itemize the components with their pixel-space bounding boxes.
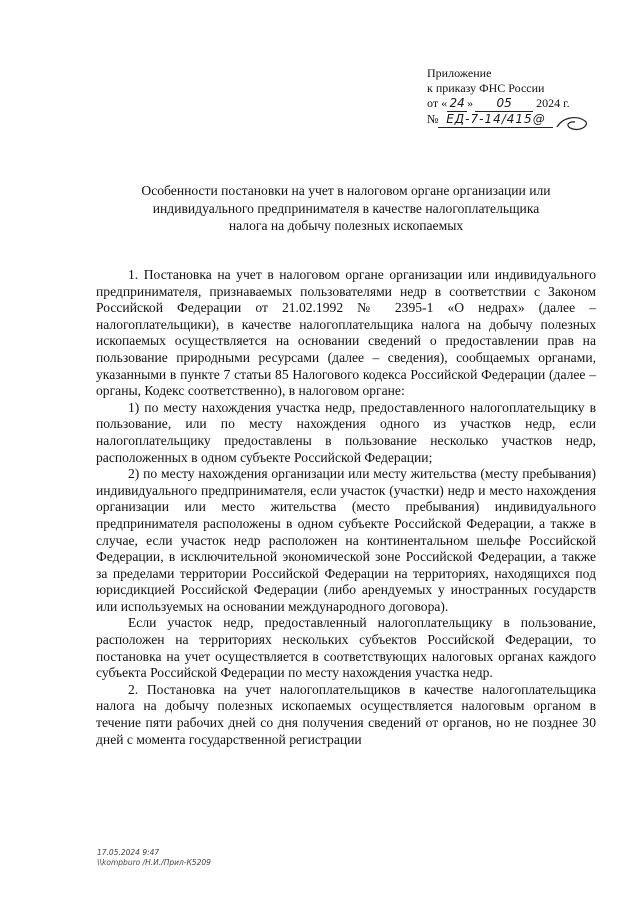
print-footer [97,848,211,868]
approval-number: № ЕД-7-14/415@ [427,112,627,128]
print-timestamp: 17.05.2024 9:47 [97,848,160,857]
approval-order-ref: к приказу ФНС России [427,81,545,95]
paragraph-2: 2. Постановка на учет налогоплательщиков в качестве налогоплательщика налога на добычу полезных ископаемых осуществляется налоговым органом в течение пяти рабочих дней со дня получения сведений от органов, но не позднее 30 дней с момента государственной регистрации [96,681,596,747]
paragraph-1: 1. Постановка на учет в налоговом органе организации или индивидуального предпринимателя, признаваемых пользователями недр в соответствии с Законом Российской Федерации от 21.02.1992 № 2395-1 «О недрах» (далее – налогоплательщики), в качестве налогоплательщика налога на добычу полезных ископаемых осуществляется на основании сведений о предоставлении прав на пользование природными ресурсами (далее – сведения), сообщаемых органами, указанными в пункте 7 статьи 85 Налогового кодекса Российской Федерации (далее – органы, Кодекс соответственно), в налоговом органе: [96,267,596,399]
approval-block [427,66,627,128]
approval-date: от « 24 » 05 2024 г. [427,96,570,110]
handwritten-order-number: ЕД-7-14/415@ [438,112,553,128]
approval-title: Приложение [427,66,492,80]
handwriting-flourish-icon [555,113,591,135]
paragraph-1-note: Если участок недр, предоставленный налогоплательщику в пользование, расположен на территориях нескольких субъектов Российской Федерации, то постановка на учет осуществляется в соответствующих налоговых органах каждого субъекта Российской Федерации по месту нахождения участка недр. [96,615,596,681]
paragraph-1-item-1: 1) по месту нахождения участка недр, предоставленного налогоплательщику в пользование, или по месту нахождения одного из участков недр, если налогоплательщику предоставлены в пользование несколько участков недр, расположенных в одном субъекте Российской Федерации; [96,399,596,465]
print-path: \\kompburo /Н.И./Прил-К5209 [97,858,211,867]
document-title: Особенности постановки на учет в налоговом органе организации или индивидуального предпринимателя в качестве налогоплательщика налога на добычу полезных ископаемых [141,183,551,233]
handwritten-day: 24 [447,96,467,112]
handwritten-month: 05 [475,96,533,112]
paragraph-1-item-2: 2) по месту нахождения организации или месту жительства (месту пребывания) индивидуального предпринимателя, если участок (участки) недр и место нахождения организации или место жительства (место пребывания) индивидуального предпринимателя расположены в одном субъекте Российской Федерации, а также в случае, если участок недр расположен на континентальном шельфе Российской Федерации, в исключительной экономической зоне Российской Федерации, а также за пределами территории Российской Федерации на территориях, находящихся под юрисдикцией Российской Федерации (либо арендуемых у иностранных государств или используемых на основании международного договора). [96,466,596,614]
document-body [96,267,596,748]
